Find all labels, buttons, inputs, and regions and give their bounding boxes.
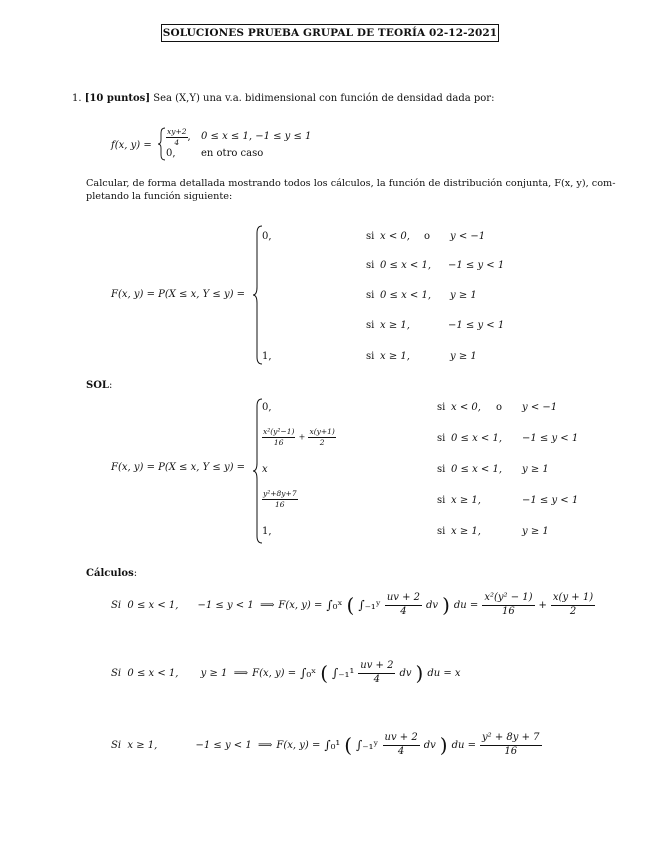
calc-1-r1-num: x²(y² − 1): [482, 593, 534, 606]
calc-2: [111, 658, 461, 688]
template-row-si: si: [366, 231, 375, 242]
sol-cond-x: 0 ≤ x < 1,: [451, 433, 503, 444]
sol-cond-x: x ≥ 1,: [451, 526, 481, 537]
sol-cond-si: si: [437, 526, 446, 537]
calc-1-paren-close: ): [442, 593, 450, 617]
problem-number: 1.: [72, 93, 82, 104]
calc-1-den: 4: [400, 605, 407, 617]
template-row-x-cond: x ≥ 1,: [380, 351, 410, 362]
sol-row4-value: [262, 490, 298, 508]
calc-2-int-outer: ∫₀ˣ: [300, 666, 317, 680]
sol-cond-y: y ≥ 1: [522, 464, 549, 475]
sol-cond-x: x ≥ 1,: [451, 495, 481, 506]
calc-1-du: du =: [453, 599, 479, 611]
density-case2-value: 0,: [166, 148, 176, 159]
template-row-o: o: [424, 231, 431, 242]
calc-1: [111, 590, 595, 620]
sol-label-text: SOL: [86, 380, 109, 391]
calc-3-lhs: F(x, y) =: [276, 739, 321, 751]
calc-3-paren-close: ): [439, 733, 448, 757]
calc-1-dv: dv: [426, 599, 439, 611]
sol-cond-si: si: [437, 433, 446, 444]
calc-2-du: du = x: [427, 667, 461, 679]
calc-1-num: uv + 2: [385, 593, 422, 606]
density-case2-cond: en otro caso: [201, 148, 264, 159]
sol-row2-frac2-den: 2: [319, 437, 325, 447]
sol-cond-y: y ≥ 1: [522, 526, 549, 537]
problem-points: [10 puntos]: [84, 93, 151, 104]
sol-cond-o: o: [496, 402, 503, 413]
density-den: 4: [174, 137, 180, 147]
calc-3-den: 4: [397, 745, 405, 757]
calc-1-paren-open: (: [346, 593, 355, 617]
sol-cond-si: si: [437, 495, 446, 506]
calc-1-int-outer: ∫₀ˣ: [326, 598, 343, 612]
sol-row1-value: 0,: [262, 402, 272, 413]
calc-1-plus: +: [538, 599, 547, 611]
sol-row2-frac1-den: 16: [273, 437, 284, 447]
template-row-si: si: [366, 260, 375, 271]
density-case1-value: $\frac{xy+2}{4}$ ,: [167, 127, 191, 147]
sol-row2-frac2-num: x(y+1): [309, 427, 335, 436]
calc-3-du: du =: [451, 739, 476, 751]
density-lhs: f(x, y) =: [111, 140, 152, 151]
calc-3-num: uv + 2: [383, 733, 420, 746]
calc-3-paren-open: (: [344, 733, 353, 757]
calc-2-cond: Si 0 ≤ x < 1, y ≥ 1 ⟹: [111, 667, 249, 679]
calc-2-int-inner: ∫₋₁¹: [332, 666, 355, 680]
sol-cond-y: y < −1: [522, 402, 558, 413]
problem-intro-text: Sea (X,Y) una v.a. bidimensional con función de densidad dada por:: [153, 93, 495, 104]
template-row-value: 1,: [262, 351, 272, 362]
template-brace: [252, 225, 264, 365]
template-lhs: F(x, y) = P(X ≤ x, Y ≤ y) =: [111, 289, 246, 300]
calc-3-int-outer: ∫₀¹: [324, 738, 341, 752]
calc-1-int-inner: ∫₋₁ʸ: [358, 598, 381, 612]
sol-cond-x: x < 0,: [451, 402, 481, 413]
sol-cond-y: −1 ≤ y < 1: [522, 495, 579, 506]
sol-row5-value: 1,: [262, 526, 272, 537]
template-row-y-cond: y ≥ 1: [450, 290, 477, 301]
template-row-y-cond: −1 ≤ y < 1: [448, 260, 505, 271]
calc-1-r2-den: 2: [569, 605, 577, 617]
calc-2-num: uv + 2: [358, 661, 395, 674]
calc-3-dv: dv: [423, 739, 436, 751]
calc-label-text: Cálculos: [86, 568, 134, 579]
calc-colon: :: [133, 568, 138, 579]
sol-label: [86, 380, 112, 391]
template-row-x-cond: 0 ≤ x < 1,: [380, 290, 432, 301]
template-row-y-cond: y ≥ 1: [450, 351, 477, 362]
calc-1-r2-num: x(y + 1): [551, 593, 595, 606]
calc-1-r1-den: 16: [502, 605, 515, 617]
sol-lhs: F(x, y) = P(X ≤ x, Y ≤ y) =: [111, 462, 246, 473]
calc-2-dv: dv: [399, 667, 412, 679]
sol-cond-x: 0 ≤ x < 1,: [451, 464, 503, 475]
sol-colon: :: [108, 380, 113, 391]
sol-row3-value: x: [262, 464, 268, 475]
sol-row4-den: 16: [275, 499, 285, 509]
calc-1-lhs: F(x, y) =: [278, 599, 323, 611]
density-case1-cond: 0 ≤ x ≤ 1, −1 ≤ y ≤ 1: [201, 131, 312, 142]
template-row-y-cond: y < −1: [450, 231, 486, 242]
sol-row2-value: [262, 428, 336, 446]
task-line-1: Calcular, de forma detallada mostrando todos los cálculos, la función de distribución conjunta, F(x, y), com-: [86, 178, 616, 189]
calc-2-lhs: F(x, y) =: [252, 667, 297, 679]
sol-row2-frac1-num: x²(y²−1): [263, 427, 295, 436]
density-num: xy+2: [167, 127, 187, 136]
task-line-2: pletando la función siguiente:: [86, 191, 233, 202]
page-title: SOLUCIONES PRUEBA GRUPAL DE TEORÍA 02-12-2021: [161, 24, 499, 42]
template-row-x-cond: x < 0,: [380, 231, 410, 242]
calc-2-paren-open: (: [320, 661, 329, 685]
calc-2-den: 4: [373, 673, 381, 685]
sol-cond-y: −1 ≤ y < 1: [522, 433, 579, 444]
calc-3-r-num: y² + 8y + 7: [480, 733, 542, 746]
calc-3-r-den: 16: [504, 745, 518, 757]
sol-cond-si: si: [437, 464, 446, 475]
calc-1-cond: Si 0 ≤ x < 1, −1 ≤ y < 1 ⟹: [111, 599, 275, 611]
template-row-x-cond: x ≥ 1,: [380, 320, 410, 331]
template-row-si: si: [366, 320, 375, 331]
template-row-y-cond: −1 ≤ y < 1: [448, 320, 505, 331]
sol-row4-num: y²+8y+7: [263, 489, 297, 498]
template-row-si: si: [366, 351, 375, 362]
calc-3-int-inner: ∫₋₁ʸ: [356, 738, 379, 752]
calc-label: [86, 568, 137, 579]
calc-3-cond: Si x ≥ 1, −1 ≤ y < 1 ⟹: [111, 739, 273, 751]
template-row-value: 0,: [262, 231, 272, 242]
calc-3: [111, 730, 542, 760]
sol-cond-si: si: [437, 402, 446, 413]
calc-2-paren-close: ): [415, 661, 424, 685]
template-row-si: si: [366, 290, 375, 301]
sol-row2-plus: +: [298, 432, 306, 442]
template-row-x-cond: 0 ≤ x < 1,: [380, 260, 432, 271]
problem-intro: [72, 93, 494, 104]
